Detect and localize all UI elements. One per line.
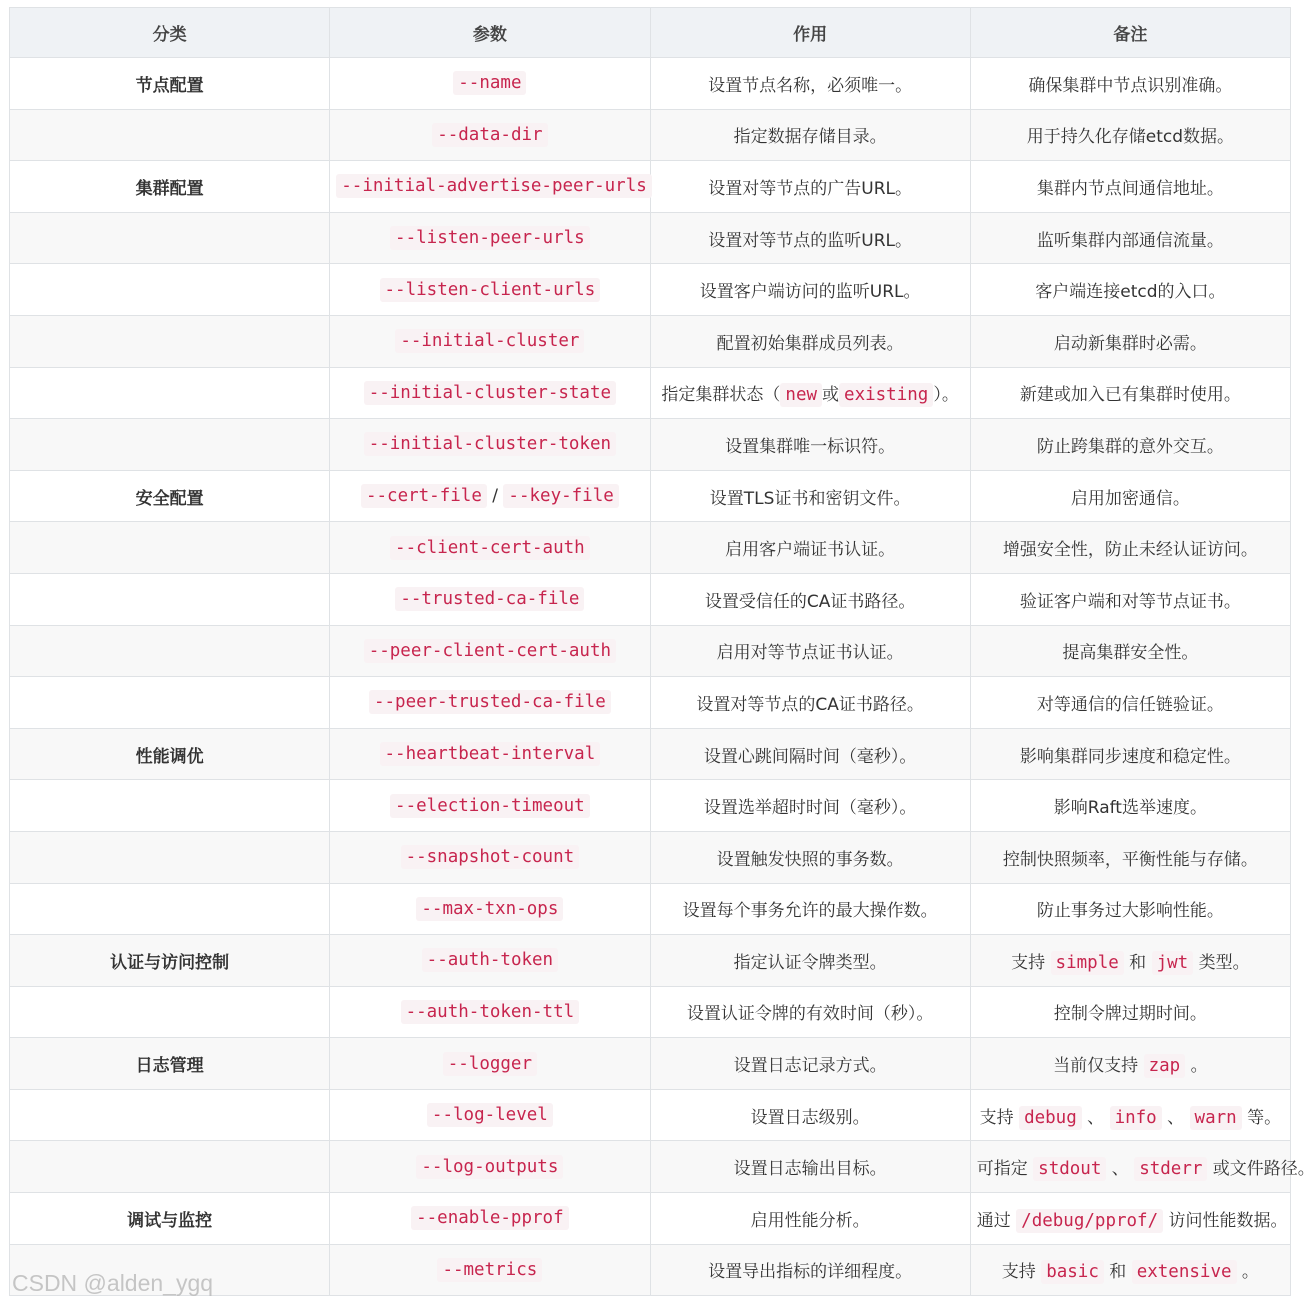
note-cell [970, 573, 1290, 625]
use-cell [650, 728, 970, 780]
note-cell [970, 1141, 1315, 1193]
note-cell [970, 58, 1290, 110]
cell-text: 支持 [1011, 952, 1051, 973]
cell-text: 可指定 [976, 1159, 1034, 1180]
header-note: 备注 [970, 8, 1290, 58]
use-cell [650, 419, 970, 471]
cell-text: ）。 [933, 385, 959, 406]
category-cell [10, 1141, 330, 1193]
cell-text: 设置认证令牌的有效时间（秒）。 [686, 1004, 934, 1025]
note-cell [970, 677, 1290, 729]
cell-text: 客户端连接etcd的入口。 [1035, 282, 1226, 303]
code-snippet: stdout [1033, 1157, 1106, 1181]
code-snippet: --trusted-ca-file [395, 587, 584, 611]
cell-text: 配置初始集群成员列表。 [716, 333, 904, 354]
category-cell [10, 625, 330, 677]
cell-text: 新建或加入已有集群时使用。 [1019, 385, 1241, 406]
code-snippet: --key-file [503, 484, 618, 508]
code-snippet: --client-cert-auth [390, 536, 590, 560]
code-snippet: --initial-cluster-state [364, 381, 616, 405]
use-cell [650, 935, 970, 987]
use-cell [650, 1038, 970, 1090]
category-cell [10, 1089, 330, 1141]
cell-text: 设置客户端访问的监听URL。 [699, 282, 921, 303]
table-row [10, 677, 1291, 729]
header-purpose: 作用 [650, 8, 970, 58]
param-cell [330, 935, 650, 987]
cell-text: 启用性能分析。 [750, 1210, 870, 1231]
table-row [10, 935, 1291, 987]
use-cell [650, 986, 970, 1038]
use-cell [650, 573, 970, 625]
note-cell [970, 883, 1290, 935]
category-cell [10, 419, 330, 471]
cell-text: 启用加密通信。 [1070, 488, 1190, 509]
note-cell [970, 264, 1290, 316]
cell-text: 防止事务过大影响性能。 [1036, 901, 1224, 922]
table-row [10, 161, 1291, 213]
cell-text: / [486, 486, 504, 507]
cell-text: 指定集群状态（ [661, 385, 781, 406]
code-snippet: warn [1190, 1106, 1242, 1130]
code-snippet: --listen-client-urls [380, 278, 601, 302]
category-cell: 认证与访问控制 [10, 935, 330, 987]
code-snippet: simple [1051, 951, 1124, 975]
param-cell [330, 728, 650, 780]
param-cell [330, 419, 650, 471]
category-cell [10, 367, 330, 419]
note-cell [970, 1244, 1290, 1296]
cell-text: 。 [1236, 1262, 1259, 1283]
table-row [10, 986, 1291, 1038]
category-cell: 调试与监控 [10, 1193, 330, 1245]
cell-text: 和 [1103, 1262, 1132, 1283]
note-cell [970, 1193, 1290, 1245]
cell-text: 和 [1123, 952, 1152, 973]
use-cell [650, 470, 970, 522]
category-cell [10, 212, 330, 264]
cell-text: 验证客户端和对等节点证书。 [1019, 591, 1241, 612]
code-snippet: --snapshot-count [401, 845, 580, 869]
table-row [10, 109, 1291, 161]
param-cell [330, 58, 650, 110]
table-row [10, 831, 1291, 883]
cell-text: 防止跨集群的意外交互。 [1036, 436, 1224, 457]
code-snippet: --log-level [427, 1103, 553, 1127]
code-snippet: basic [1041, 1260, 1104, 1284]
param-cell [330, 677, 650, 729]
category-cell: 集群配置 [10, 161, 330, 213]
use-cell [650, 161, 970, 213]
param-cell [330, 522, 650, 574]
cell-text: 设置受信任的CA证书路径。 [704, 591, 916, 612]
watermark: CSDN @alden_ygq [12, 1270, 214, 1296]
code-snippet: debug [1019, 1106, 1082, 1130]
note-cell [970, 935, 1290, 987]
cell-text: 控制令牌过期时间。 [1053, 1004, 1207, 1025]
note-cell [970, 986, 1290, 1038]
use-cell [650, 1141, 970, 1193]
cell-text: 指定数据存储目录。 [733, 127, 887, 148]
note-cell [970, 315, 1290, 367]
param-cell [330, 1244, 650, 1296]
cell-text: 类型。 [1193, 952, 1250, 973]
cell-text: 影响集群同步速度和稳定性。 [1019, 746, 1241, 767]
cell-text: 支持 [1001, 1262, 1042, 1283]
note-cell [970, 1089, 1290, 1141]
code-snippet: zap [1144, 1054, 1186, 1078]
code-snippet: stderr [1134, 1157, 1207, 1181]
table-row [10, 1141, 1291, 1193]
cell-text: 或 [822, 385, 840, 406]
use-cell [650, 1193, 970, 1245]
cell-text: 设置触发快照的事务数。 [716, 849, 904, 870]
note-cell [970, 625, 1290, 677]
code-snippet: --election-timeout [390, 794, 590, 818]
note-cell [970, 367, 1290, 419]
table-row [10, 212, 1291, 264]
note-cell [970, 831, 1290, 883]
table-row [10, 419, 1291, 471]
use-cell [650, 315, 970, 367]
param-cell [330, 883, 650, 935]
table-header-row [10, 8, 1291, 58]
param-cell [330, 831, 650, 883]
cell-text: 启用对等节点证书认证。 [716, 643, 904, 664]
cell-text: 设置TLS证书和密钥文件。 [709, 488, 911, 509]
table-row [10, 58, 1291, 110]
category-cell: 安全配置 [10, 470, 330, 522]
code-snippet: jwt [1152, 951, 1194, 975]
cell-text: 用于持久化存储etcd数据。 [1026, 127, 1234, 148]
cell-text: 支持 [979, 1107, 1020, 1128]
use-cell [650, 212, 970, 264]
code-snippet: --enable-pprof [411, 1206, 569, 1230]
param-cell [330, 780, 650, 832]
code-snippet: /debug/pprof/ [1016, 1209, 1163, 1233]
use-cell [650, 58, 970, 110]
category-cell [10, 831, 330, 883]
cell-text: 设置集群唯一标识符。 [725, 436, 896, 457]
cell-text: 指定认证令牌类型。 [733, 952, 887, 973]
cell-text: 、 [1081, 1107, 1110, 1128]
table-row [10, 1193, 1291, 1245]
code-snippet: --log-outputs [416, 1155, 563, 1179]
cell-text: 、 [1106, 1159, 1135, 1180]
param-cell [330, 212, 650, 264]
category-cell: 节点配置 [10, 58, 330, 110]
use-cell [650, 883, 970, 935]
code-snippet: --listen-peer-urls [390, 226, 590, 250]
table-row [10, 264, 1291, 316]
category-cell [10, 315, 330, 367]
table-row [10, 625, 1291, 677]
code-snippet: --peer-client-cert-auth [364, 639, 616, 663]
cell-text: 影响Raft选举速度。 [1053, 798, 1207, 819]
cell-text: 集群内节点间通信地址。 [1036, 178, 1224, 199]
code-snippet: extensive [1132, 1260, 1237, 1284]
category-cell [10, 522, 330, 574]
param-cell [330, 1089, 650, 1141]
cell-text: 增强安全性，防止未经认证访问。 [1002, 540, 1258, 561]
use-cell [650, 1089, 970, 1141]
table-row [10, 728, 1291, 780]
cell-text: 设置选举超时时间（毫秒）。 [703, 798, 917, 819]
table-row [10, 1038, 1291, 1090]
param-cell [330, 315, 650, 367]
param-cell [330, 1193, 650, 1245]
cell-text: 设置日志输出目标。 [733, 1159, 887, 1180]
table-row [10, 470, 1291, 522]
param-cell [330, 1038, 650, 1090]
note-cell [970, 470, 1290, 522]
use-cell [650, 522, 970, 574]
table-row [10, 522, 1291, 574]
param-cell [330, 109, 650, 161]
note-cell [970, 1038, 1290, 1090]
param-cell [330, 264, 650, 316]
code-snippet: --heartbeat-interval [380, 742, 601, 766]
use-cell [650, 264, 970, 316]
cell-text: 等。 [1241, 1107, 1282, 1128]
category-cell [10, 883, 330, 935]
table-row [10, 367, 1291, 419]
cell-text: 当前仅支持 [1053, 1056, 1144, 1077]
header-category: 分类 [10, 8, 330, 58]
cell-text: 或文件路径。 [1207, 1159, 1315, 1180]
code-snippet: --logger [443, 1052, 537, 1076]
code-snippet: info [1110, 1106, 1162, 1130]
code-snippet: --initial-advertise-peer-urls [336, 174, 652, 198]
note-cell [970, 212, 1290, 264]
category-cell [10, 109, 330, 161]
etcd-parameters-table [9, 7, 1315, 1296]
note-cell [970, 109, 1290, 161]
param-cell [330, 161, 650, 213]
cell-text: 访问性能数据。 [1163, 1210, 1288, 1231]
category-cell [10, 780, 330, 832]
code-snippet: --metrics [437, 1258, 542, 1282]
cell-text: 启用客户端证书认证。 [725, 540, 896, 561]
use-cell [650, 625, 970, 677]
use-cell [650, 831, 970, 883]
use-cell [650, 1244, 970, 1296]
category-cell [10, 573, 330, 625]
cell-text: 监听集群内部通信流量。 [1036, 230, 1224, 251]
cell-text: 、 [1161, 1107, 1190, 1128]
param-cell [330, 625, 650, 677]
cell-text: 设置日志级别。 [750, 1107, 870, 1128]
param-cell [330, 1141, 650, 1193]
code-snippet: --name [453, 71, 526, 95]
note-cell [970, 522, 1290, 574]
use-cell [650, 780, 970, 832]
cell-text: 设置每个事务允许的最大操作数。 [682, 901, 938, 922]
use-cell [650, 367, 970, 419]
cell-text: 设置节点名称，必须唯一。 [708, 75, 913, 96]
cell-text: 确保集群中节点识别准确。 [1028, 75, 1233, 96]
use-cell [650, 109, 970, 161]
header-parameter: 参数 [330, 8, 650, 58]
category-cell: 日志管理 [10, 1038, 330, 1090]
code-snippet: --auth-token-ttl [401, 1000, 580, 1024]
category-cell: 性能调优 [10, 728, 330, 780]
cell-text: 设置对等节点的CA证书路径。 [696, 694, 924, 715]
category-cell [10, 677, 330, 729]
cell-text: 启动新集群时必需。 [1053, 333, 1207, 354]
code-snippet: --data-dir [432, 123, 547, 147]
cell-text: 设置日志记录方式。 [733, 1056, 887, 1077]
code-snippet: new [780, 383, 822, 407]
cell-text: 提高集群安全性。 [1062, 643, 1199, 664]
code-snippet: --max-txn-ops [416, 897, 563, 921]
cell-text: 对等通信的信任链验证。 [1036, 694, 1224, 715]
note-cell [970, 728, 1290, 780]
category-cell [10, 264, 330, 316]
use-cell [650, 677, 970, 729]
cell-text: 设置心跳间隔时间（毫秒）。 [703, 746, 917, 767]
param-cell [330, 573, 650, 625]
cell-text: 设置对等节点的监听URL。 [708, 230, 912, 251]
cell-text: 设置对等节点的广告URL。 [708, 178, 912, 199]
cell-text: 控制快照频率，平衡性能与存储。 [1002, 849, 1258, 870]
param-cell [330, 470, 650, 522]
table-row [10, 1089, 1291, 1141]
code-snippet: --peer-trusted-ca-file [369, 690, 611, 714]
note-cell [970, 780, 1290, 832]
param-cell [330, 986, 650, 1038]
code-snippet: --cert-file [361, 484, 487, 508]
code-snippet: --auth-token [422, 948, 558, 972]
table-row [10, 780, 1291, 832]
param-cell [330, 367, 650, 419]
table-row [10, 573, 1291, 625]
note-cell [970, 161, 1290, 213]
note-cell [970, 419, 1290, 471]
table-row [10, 883, 1291, 935]
category-cell [10, 986, 330, 1038]
cell-text: 通过 [976, 1210, 1017, 1231]
code-snippet: --initial-cluster-token [364, 432, 616, 456]
code-snippet: existing [839, 383, 933, 407]
code-snippet: --initial-cluster [395, 329, 584, 353]
table-row [10, 315, 1291, 367]
cell-text: 设置导出指标的详细程度。 [708, 1262, 913, 1283]
cell-text: 。 [1185, 1056, 1208, 1077]
